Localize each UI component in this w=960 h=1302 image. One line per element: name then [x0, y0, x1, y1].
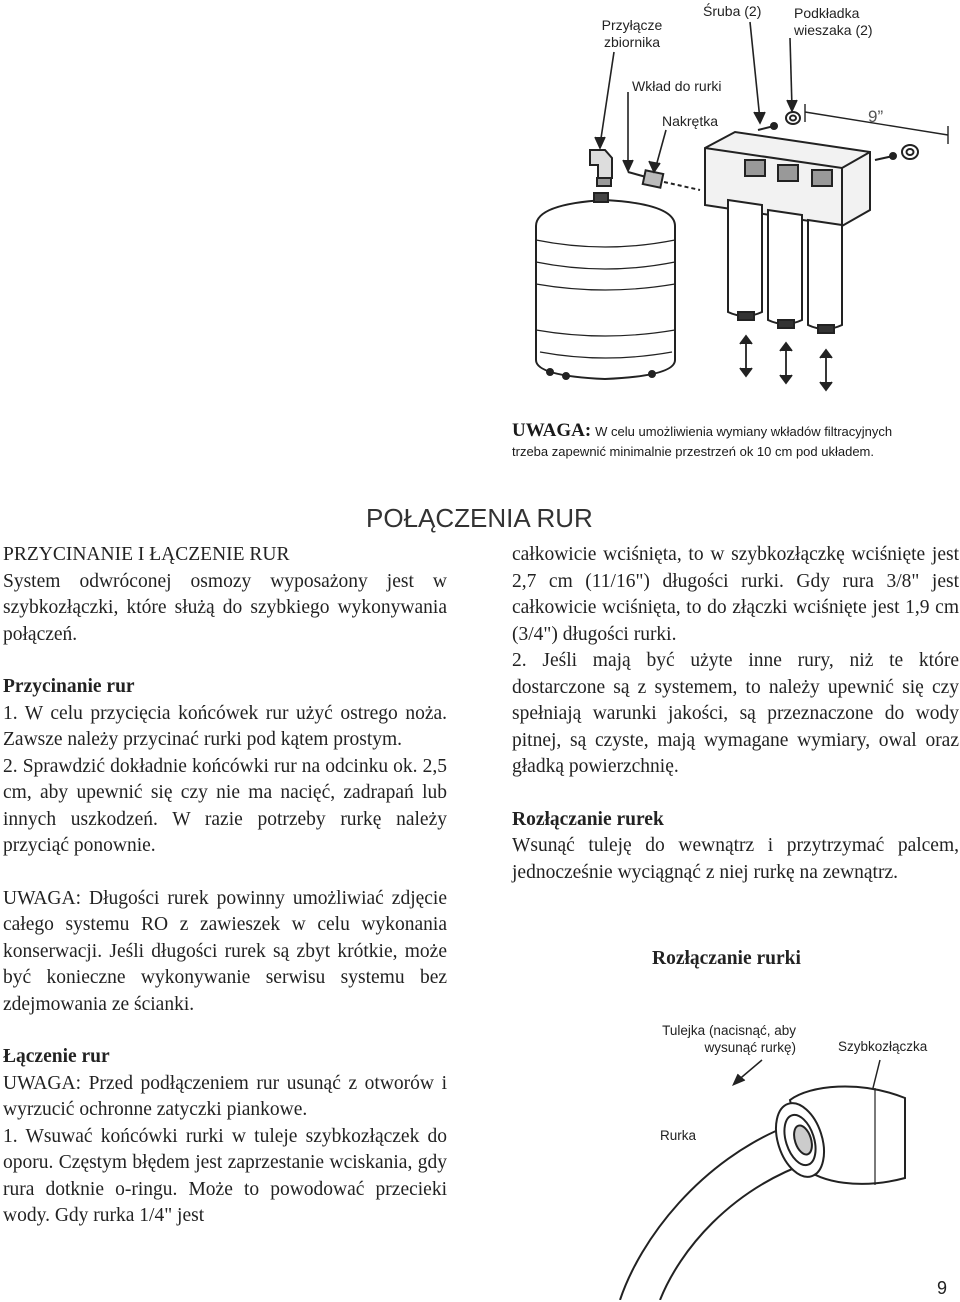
right-continuation: całkowicie wciśnięta, to w szybkozłączkę wciśnięte jest 2,7 cm (11/16") długości rurki. Gdy rura 3/8" jest całkowicie wciśnięta, to do złączki wciśnięte jest 1,9 cm (3/4") długości rurki.	[512, 544, 959, 645]
figure-note-text-1: W celu umożliwienia wymiany wkładów filtracyjnych	[595, 424, 893, 439]
right-column	[512, 542, 959, 886]
tank-connector-part	[590, 150, 612, 186]
label-tube-insert: Wkład do rurki	[632, 78, 722, 94]
disconnect-text: Wsunąć tuleję do wewnątrz i przytrzymać palcem, jednocześnie wyciągnąć z niej rurkę na zewnątrz.	[512, 835, 959, 883]
cutting-step-1: 1. W celu przycięcia końcówek rur użyć ostrego noża. Zawsze należy przycinać rurki pod kątem prostym.	[3, 702, 447, 750]
disconnect-heading: Rozłączanie rurek	[512, 808, 664, 830]
tube-disconnect-illustration	[0, 1040, 960, 1300]
label-sleeve: Tulejka (nacisnąć, aby wysunąć rurkę)	[662, 1023, 796, 1055]
cutting-step-2: 2. Sprawdzić dokładnie końcówki rur na odcinku ok. 2,5 cm, aby upewnić się czy nie ma nacięć, zadrapań lub innych uszkodzeń. W razie potrzeby rurkę należy przyciąć ponownie.	[3, 755, 447, 856]
label-quick-connector: Szybkozłączka	[838, 1039, 928, 1054]
figure-note	[512, 421, 957, 462]
cutting-heading: Przycinanie rur	[3, 676, 135, 697]
joining-heading: Łączenie rur	[3, 1046, 110, 1067]
label-dimension: 9”	[868, 107, 884, 126]
ro-system-illustration	[0, 0, 960, 420]
tube-insert-and-nut	[628, 170, 700, 190]
figure-note-text-2: trzeba zapewnić minimalnie przestrzeń ok 10 cm pod układem.	[512, 444, 875, 459]
label-screw: Śruba (2)	[703, 3, 762, 19]
clearance-arrows	[740, 336, 832, 390]
storage-tank	[536, 193, 675, 379]
label-tube: Rurka	[660, 1128, 697, 1143]
label-hanger-washer: Podkładka wieszaka (2)	[794, 5, 873, 38]
left-heading: PRZYCINANIE I ŁĄCZENIE RUR	[3, 544, 290, 565]
bottom-figure-title: Rozłączanie rurki	[652, 948, 801, 969]
joining-step-1: 1. Wsuwać końcówki rurki w tuleje szybkozłączek do oporu. Częstym błędem jest zaprzestanie wciskania, gdy rura dotknie o-ringu. Może to powodować przecieki wody. Gdy rurka 1/4" jest	[3, 1125, 447, 1226]
left-intro: System odwróconej osmozy wyposażony jest w szybkozłączki, które służą do szybkiego wykonywania połączeń.	[3, 570, 447, 645]
label-tank-connector: Przyłącze zbiornika	[601, 17, 663, 50]
section-title: POŁĄCZENIA RUR	[366, 503, 593, 533]
right-step-2: 2. Jeśli mają być użyte inne rury, niż te które dostarczone są z systemem, to należy upewnić się czy spełniają warunki jakości, są przeznaczone do wody pitnej, są czyste, mają wymagane wymiary, owal oraz gładką powierzchnię.	[512, 650, 959, 777]
joining-note-text: Przed podłączeniem rur usunąć z otworów i wyrzucić ochronne zatyczki piankowe.	[3, 1072, 447, 1120]
joining-note-label: UWAGA:	[3, 1072, 81, 1094]
label-nut: Nakrętka	[662, 113, 719, 129]
page-number: 9	[937, 1278, 948, 1298]
left-note-label: UWAGA:	[3, 887, 81, 909]
left-note-text: Długości rurek powinny umożliwiać zdjęcie całego systemu RO z zawieszek w celu wykonania konserwacji. Jeśli długości rurek są zbyt krótkie, może być konieczne wykonywanie serwisu systemu bez zdejmowania ze ścianki.	[3, 887, 448, 1015]
figure-note-label: UWAGA:	[512, 420, 592, 441]
